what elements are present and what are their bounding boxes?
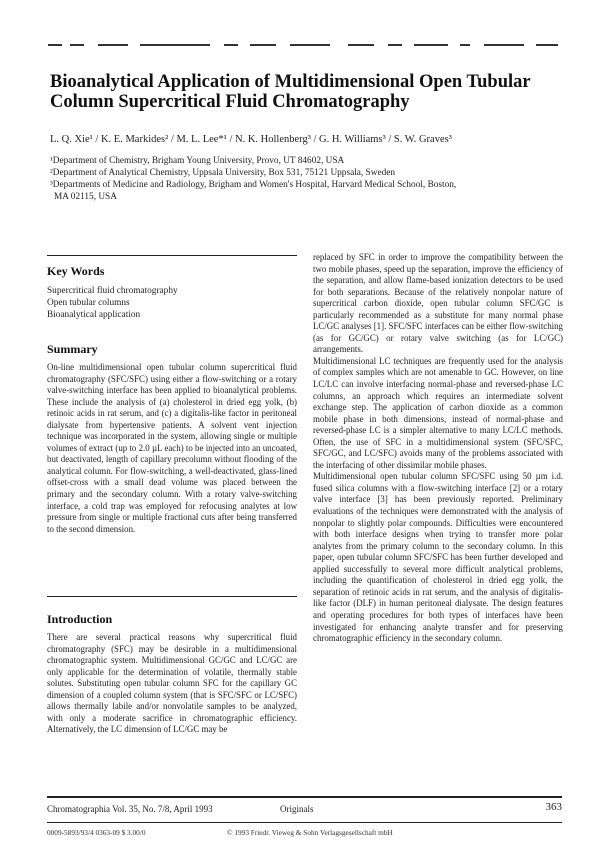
keyword-item: Supercritical fluid chromatography xyxy=(47,286,178,296)
affiliations xyxy=(50,155,470,203)
affiliation-1: ¹Department of Chemistry, Brigham Young University, Provo, UT 84602, USA xyxy=(50,156,345,166)
body-paragraph: Multidimensional LC techniques are frequently used for the analysis of complex samples which are not amenable to GC. However, on line LC/LC can involve interfacing normal-phase and reversed-phase LC columns, an approach which requires an intermediate solvent exchange step. The application of carbon dioxide as a common mobile phase in both dimensions, instead of normal-phase and reversed-phase LC is a simpler alternative to many LC/LC methods. Often, the use of SFC in a multidimensional system (SFC/SFC, SFC/GC, and LC/SFC) avoids many of the problems associated with the interfacing of other dissimilar mobile phases. xyxy=(313,355,563,470)
page-number: 363 xyxy=(545,801,562,813)
keyword-item: Open tubular columns xyxy=(47,297,130,308)
summary-heading: Summary xyxy=(47,342,98,356)
article-title: Bioanalytical Application of Multidimensional Open Tubular Column Supercritical Fluid Chromatography xyxy=(50,72,531,112)
introduction-text: There are several practical reasons why supercritical fluid chromatography (SFC) may be desirable in a multidimensional chromatographic system. Multidimensional GC/GC and LC/GC are only applicable for the determination of volatile, thermally stable solutes. Substituting open tubular column SFC for the capillary GC dimension of a coupled column system (that is SFC/SFC or LC/SFC) allows thermally labile and/or nonvolatile samples to be analyzed, with only a moderate sacrifice in chromatographic efficiency. Alternatively, the LC dimension of LC/GC may be xyxy=(47,632,297,735)
keywords-heading: Key Words xyxy=(47,264,105,278)
footer-rule xyxy=(47,796,562,798)
footer-rule-bottom xyxy=(47,822,562,823)
affiliation-2: ²Department of Analytical Chemistry, Uppsala University, Box 531, 75121 Uppsala, Sweden xyxy=(50,168,395,178)
keywords-list xyxy=(47,286,178,321)
copyright-notice: © 1993 Friedr. Vieweg & Sohn Verlagsgesellschaft mbH xyxy=(227,828,393,837)
affiliation-3: ³Departments of Medicine and Radiology, Brigham and Women's Hospital, Harvard Medical School, Boston, MA 02115, USA xyxy=(50,180,457,202)
introduction-rule xyxy=(47,596,297,597)
journal-reference: Chromatographia Vol. 35, No. 7/8, April 1993 xyxy=(47,804,213,814)
right-column-text xyxy=(313,252,563,645)
summary-text: On-line multidimensional open tubular column supercritical fluid chromatography (SFC/SFC) using either a flow-switching or a rotary valve-switching interface has been applied to bioanalytical problems. These include the analysis of (a) cholesterol in dried egg yolk, (b) retinoic acids in rat serum, and (c) a digitalis-like factor in peritoneal dialysate from hypertensive patients. A solvent vent injection technique was incorporated in the system, allowing single or multiple volumes of extract (up to 2.0 µL each) to be injected into an uncoated, but deactivated, length of capillary precolumn without flooding of the analytical column. For flow-switching, a well-deactivated, glass-lined offset-cross with a small dead volume was placed between the primary and the secondary column. With a rotary valve-switching interface, a cold trap was employed for refocusing analytes at low pressure from single or multiple fractional cuts after being transferred to the second dimension. xyxy=(47,362,297,534)
article-type: Originals xyxy=(280,804,314,814)
body-paragraph: replaced by SFC in order to improve the compatibility between the two mobile phases, speed up the separation, improve the efficiency of the separation, and allow flame-based ionization detectors to be used for both separations. Because of the relatively nonpolar nature of supercritical carbon dioxide, open tubular column SFC/GC is particularly recommended as a substitute for many normal phase LC/GC analyses [1]. SFC/SFC interfaces can be either flow-switching (as for GC/GC) or rotary valve switching (as for LC/GC) arrangements. xyxy=(313,252,563,355)
header-dash-rule xyxy=(48,44,558,47)
issn-code: 0009-5893/93/4 0363-09 $ 3.00/0 xyxy=(47,828,146,837)
author-list: L. Q. Xie¹ / K. E. Markides² / M. L. Lee*¹ / N. K. Hollenberg³ / G. H. Williams³ / S. W. Graves³ xyxy=(50,134,452,145)
keyword-item: Bioanalytical application xyxy=(47,309,141,320)
keywords-rule xyxy=(47,255,297,256)
body-paragraph: Multidimensional open tubular column SFC/SFC using 50 µm i.d. fused silica columns with a flow-switching interface [2] or a rotary valve interface [3] has been previously reported. Preliminary evaluations of the techniques were demonstrated with the analysis of nonpolar to slightly polar compounds. Difficulties were encountered with both interface designs when trying to transfer more polar analytes from the primary column to the secondary column. In this paper, open tubular column SFC/SFC has been further developed and applied successfully to several more difficult analytical problems, including the quantification of cholesterol in dried egg yolk, the separation of retinoic acids in rat serum, and the analysis of digitalis-like factor (DLF) in human peritoneal dialysate. The design features and operating procedures for both types of interfaces have been investigated for enhancing analyte transfer and for preserving chromatographic efficiency in the secondary column. xyxy=(313,471,563,644)
introduction-heading: Introduction xyxy=(47,612,113,626)
